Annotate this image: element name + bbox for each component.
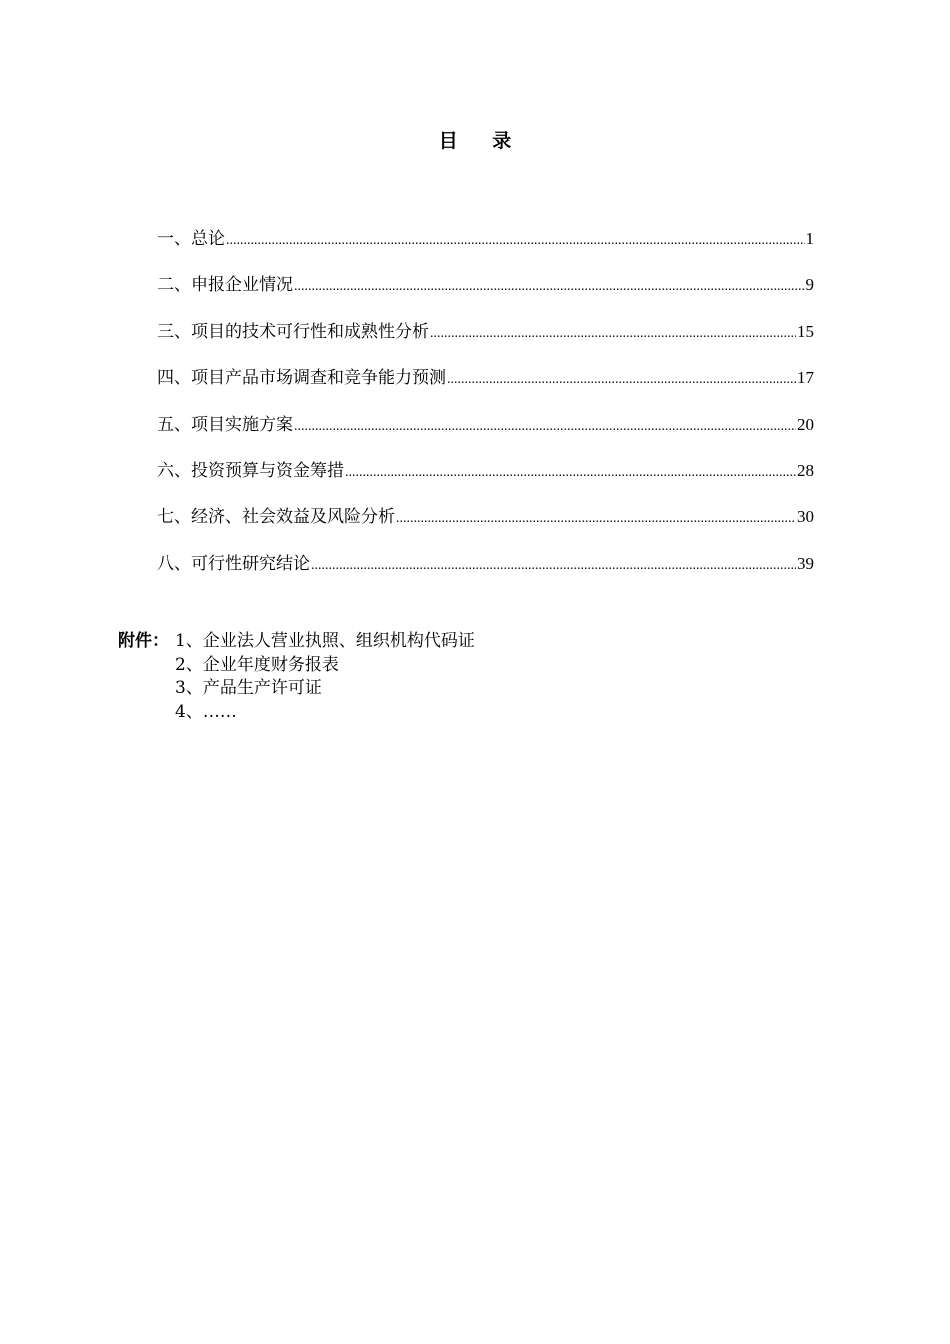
toc-entry-label: 六、投资预算与资金筹措 — [157, 460, 344, 481]
toc-entry[interactable] — [157, 549, 814, 595]
toc-dot-leader — [447, 372, 796, 388]
toc-entry[interactable] — [157, 270, 814, 316]
toc-dot-leader — [311, 558, 796, 574]
table-of-contents — [157, 224, 814, 595]
attachments-label: 附件： — [118, 631, 169, 651]
toc-dot-leader — [226, 233, 805, 249]
attachment-item — [118, 701, 475, 725]
toc-entry[interactable] — [157, 456, 814, 502]
toc-entry-label: 四、项目产品市场调查和竞争能力预测 — [157, 368, 446, 389]
toc-entry-label: 五、项目实施方案 — [157, 414, 293, 435]
attachments-section — [118, 630, 475, 724]
toc-dot-leader — [396, 511, 796, 527]
toc-entry[interactable] — [157, 410, 814, 456]
toc-entry-page: 9 — [805, 275, 814, 295]
toc-entry-label: 三、项目的技术可行性和成熟性分析 — [157, 321, 429, 342]
attachment-item — [118, 630, 475, 654]
attachment-indent — [118, 654, 175, 678]
attachment-indent — [118, 701, 175, 725]
attachment-text: 4、…… — [175, 701, 237, 722]
toc-entry-label: 二、申报企业情况 — [157, 275, 293, 296]
toc-entry[interactable] — [157, 317, 814, 363]
toc-entry[interactable] — [157, 363, 814, 409]
attachment-indent — [118, 677, 175, 701]
toc-entry-page: 17 — [797, 368, 814, 388]
toc-entry-page: 28 — [797, 460, 814, 480]
toc-dot-leader — [345, 465, 796, 481]
toc-entry-page: 39 — [797, 553, 814, 573]
attachment-item — [118, 654, 475, 678]
toc-dot-leader — [294, 419, 796, 435]
attachment-text: 1、企业法人营业执照、组织机构代码证 — [175, 631, 475, 651]
page-title: 目 录 — [438, 130, 526, 152]
toc-entry-page: 15 — [797, 321, 814, 341]
attachment-text: 3、产品生产许可证 — [175, 678, 322, 698]
attachment-text: 2、企业年度财务报表 — [175, 654, 339, 675]
toc-entry-label: 八、可行性研究结论 — [157, 553, 310, 574]
toc-entry[interactable] — [157, 224, 814, 270]
toc-dot-leader — [294, 279, 805, 295]
toc-entry-label: 七、经济、社会效益及风险分析 — [157, 507, 395, 528]
toc-entry-page: 30 — [797, 507, 814, 527]
toc-entry[interactable] — [157, 502, 814, 548]
attachment-item — [118, 677, 475, 701]
toc-dot-leader — [430, 326, 796, 342]
toc-entry-page: 20 — [797, 414, 814, 434]
toc-entry-label: 一、总论 — [157, 229, 225, 249]
toc-entry-page: 1 — [805, 229, 814, 248]
